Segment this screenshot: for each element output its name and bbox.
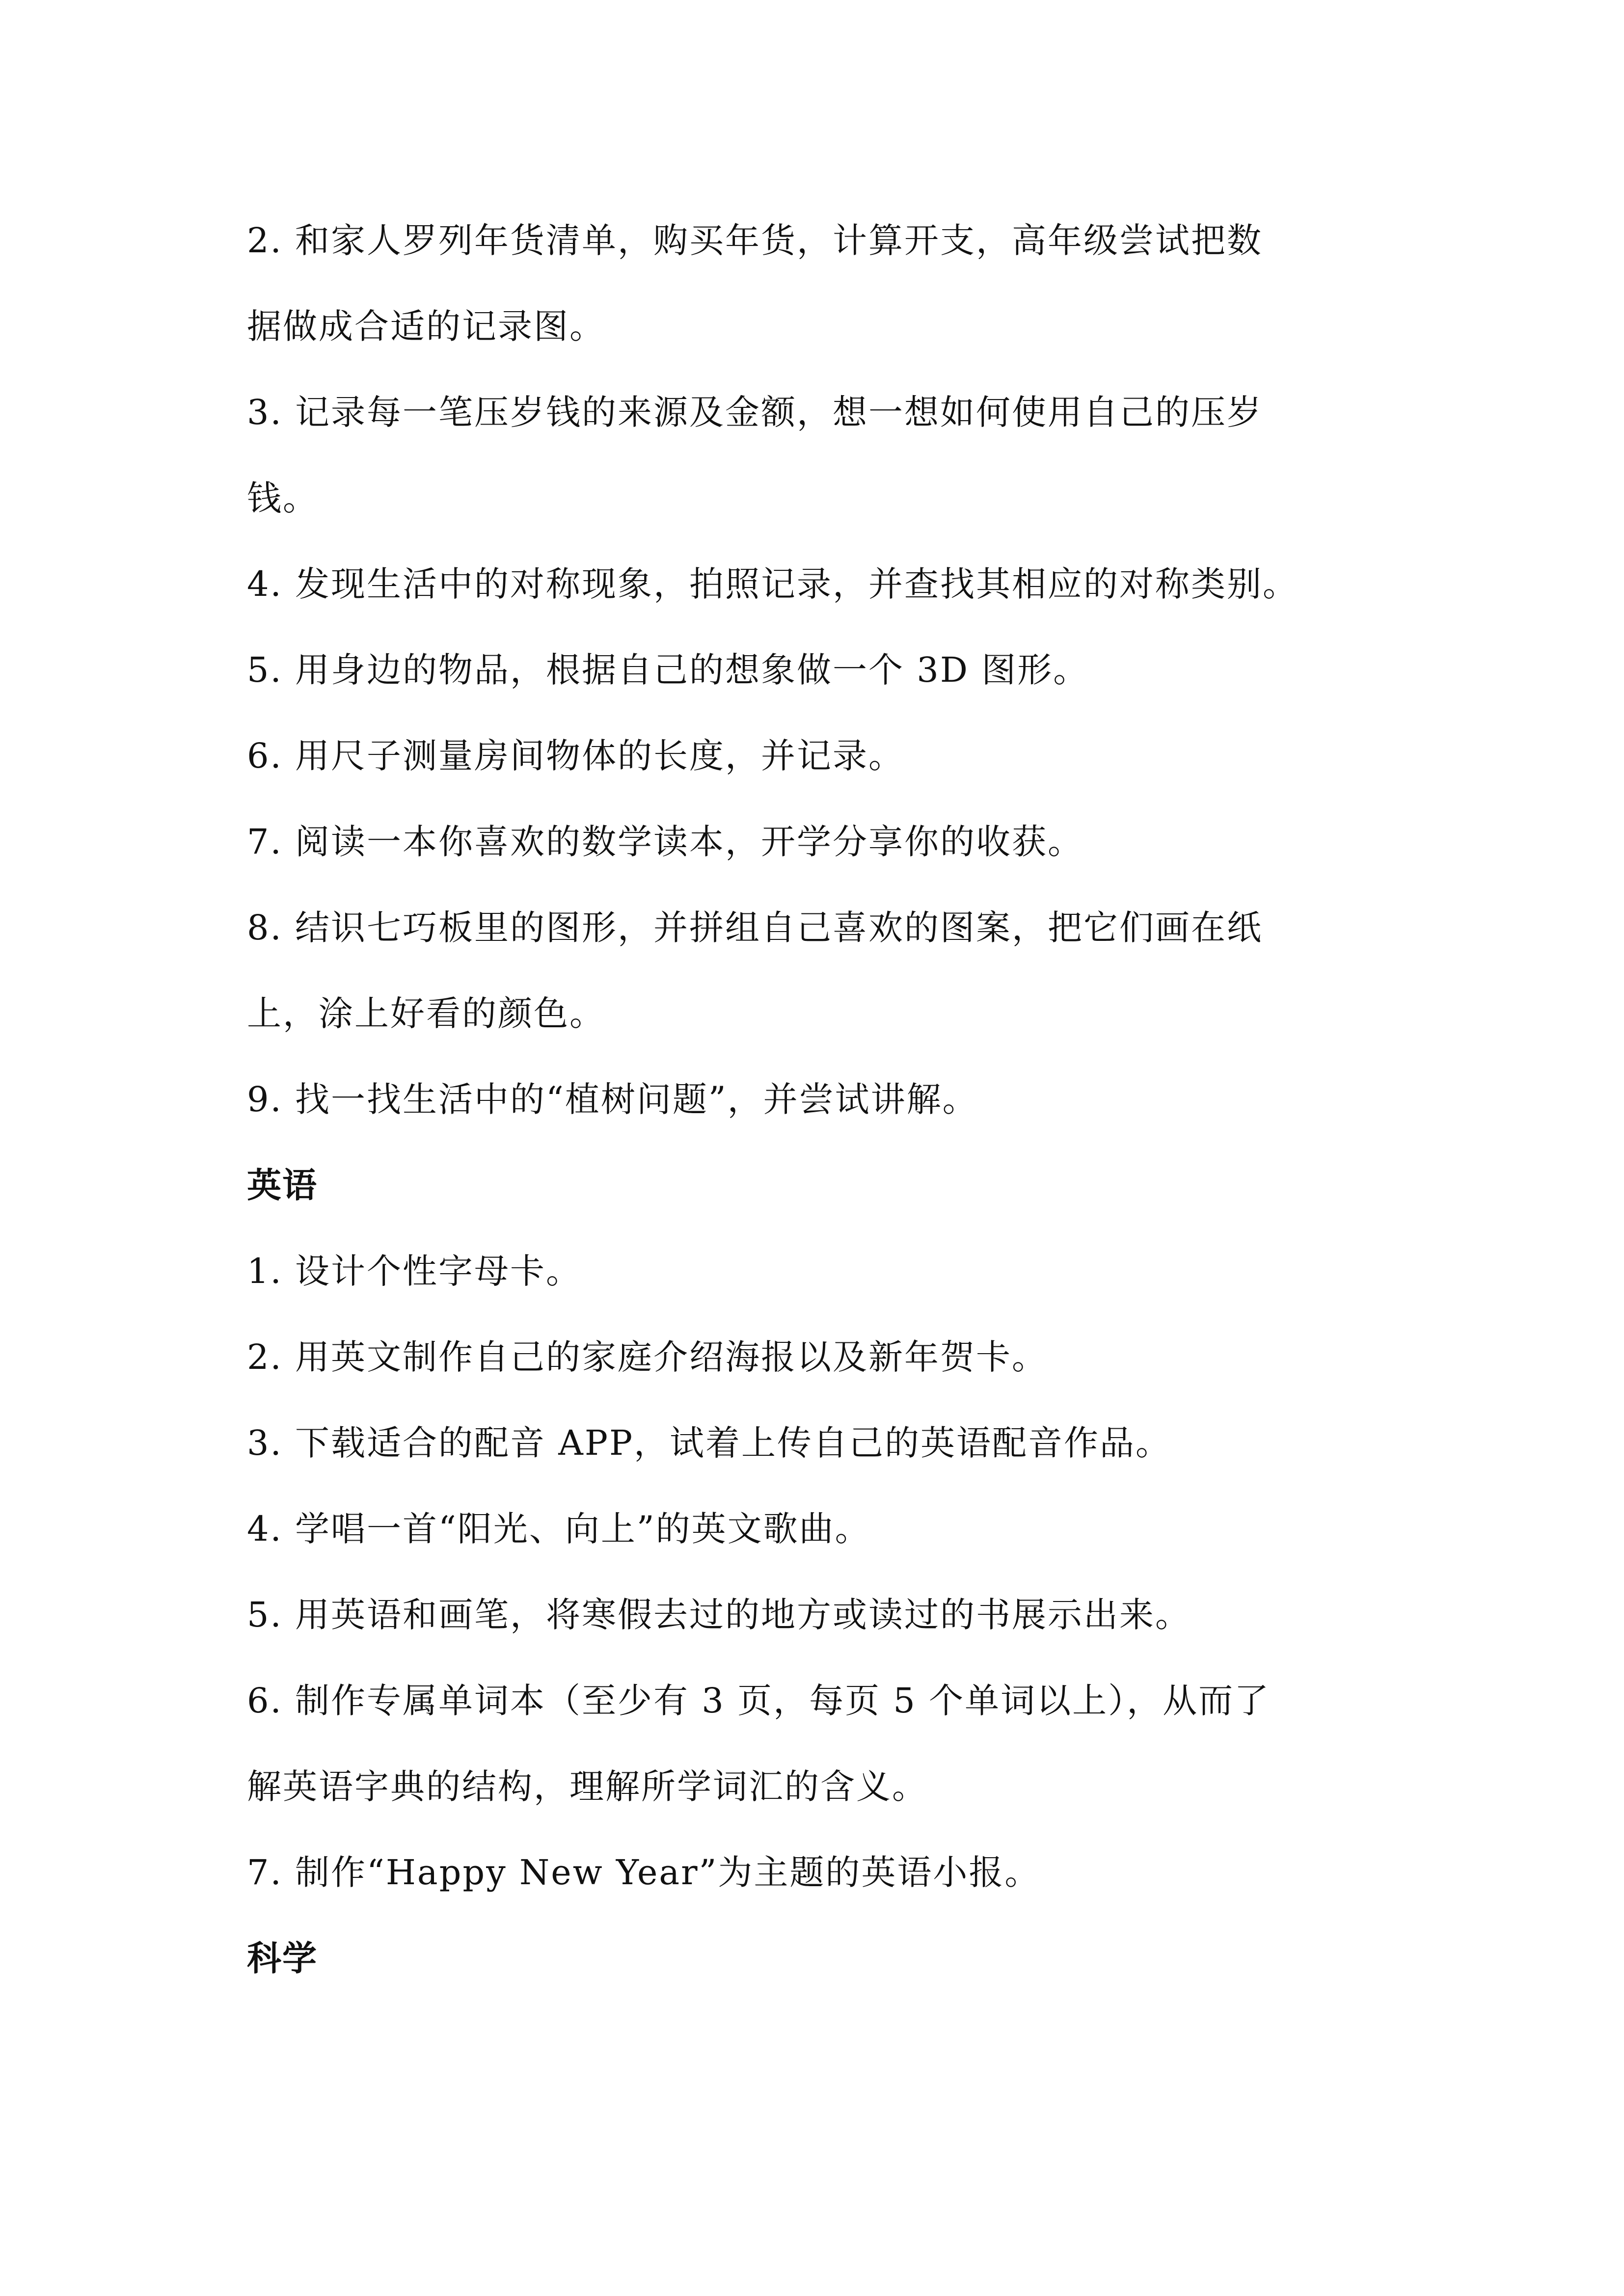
english-section-heading: 英语	[247, 1165, 318, 1205]
math-item-8-line-1: 8. 结识七巧板里的图形，并拼组自己喜欢的图案，把它们画在纸	[247, 908, 1263, 948]
math-item-6-line-1: 6. 用尺子测量房间物体的长度，并记录。	[247, 736, 905, 776]
english-item-5-line-1: 5. 用英语和画笔，将寒假去过的地方或读过的书展示出来。	[247, 1595, 1191, 1635]
math-item-5-line-1: 5. 用身边的物品，根据自己的想象做一个 3D 图形。	[247, 650, 1089, 690]
math-item-2-line-1: 2. 和家人罗列年货清单，购买年货，计算开支，高年级尝试把数	[247, 220, 1263, 261]
english-item-6-line-1: 6. 制作专属单词本（至少有 3 页，每页 5 个单词以上），从而了	[247, 1681, 1271, 1721]
math-item-7-line-1: 7. 阅读一本你喜欢的数学读本，开学分享你的收获。	[247, 822, 1084, 862]
math-item-9-line-1: 9. 找一找生活中的“植树问题”，并尝试讲解。	[247, 1079, 978, 1120]
math-item-2-line-2: 据做成合适的记录图。	[247, 306, 605, 347]
english-item-7-line-1: 7. 制作“Happy New Year”为主题的英语小报。	[247, 1852, 1041, 1893]
math-item-3-line-2: 钱。	[247, 478, 319, 518]
english-item-3-line-1: 3. 下载适合的配音 APP，试着上传自己的英语配音作品。	[247, 1423, 1172, 1463]
english-item-6-line-2: 解英语字典的结构，理解所学词汇的含义。	[247, 1766, 928, 1807]
math-item-3-line-1: 3. 记录每一笔压岁钱的来源及金额，想一想如何使用自己的压岁	[247, 392, 1263, 432]
english-item-2-line-1: 2. 用英文制作自己的家庭介绍海报以及新年贺卡。	[247, 1337, 1048, 1377]
math-item-4-line-1: 4. 发现生活中的对称现象，拍照记录，并查找其相应的对称类别。	[247, 564, 1299, 604]
english-item-4-line-1: 4. 学唱一首“阳光、向上”的英文歌曲。	[247, 1509, 871, 1549]
science-section-heading: 科学	[247, 1938, 318, 1978]
math-item-8-line-2: 上，涂上好看的颜色。	[247, 993, 605, 1034]
english-item-1-line-1: 1. 设计个性字母卡。	[247, 1251, 582, 1291]
